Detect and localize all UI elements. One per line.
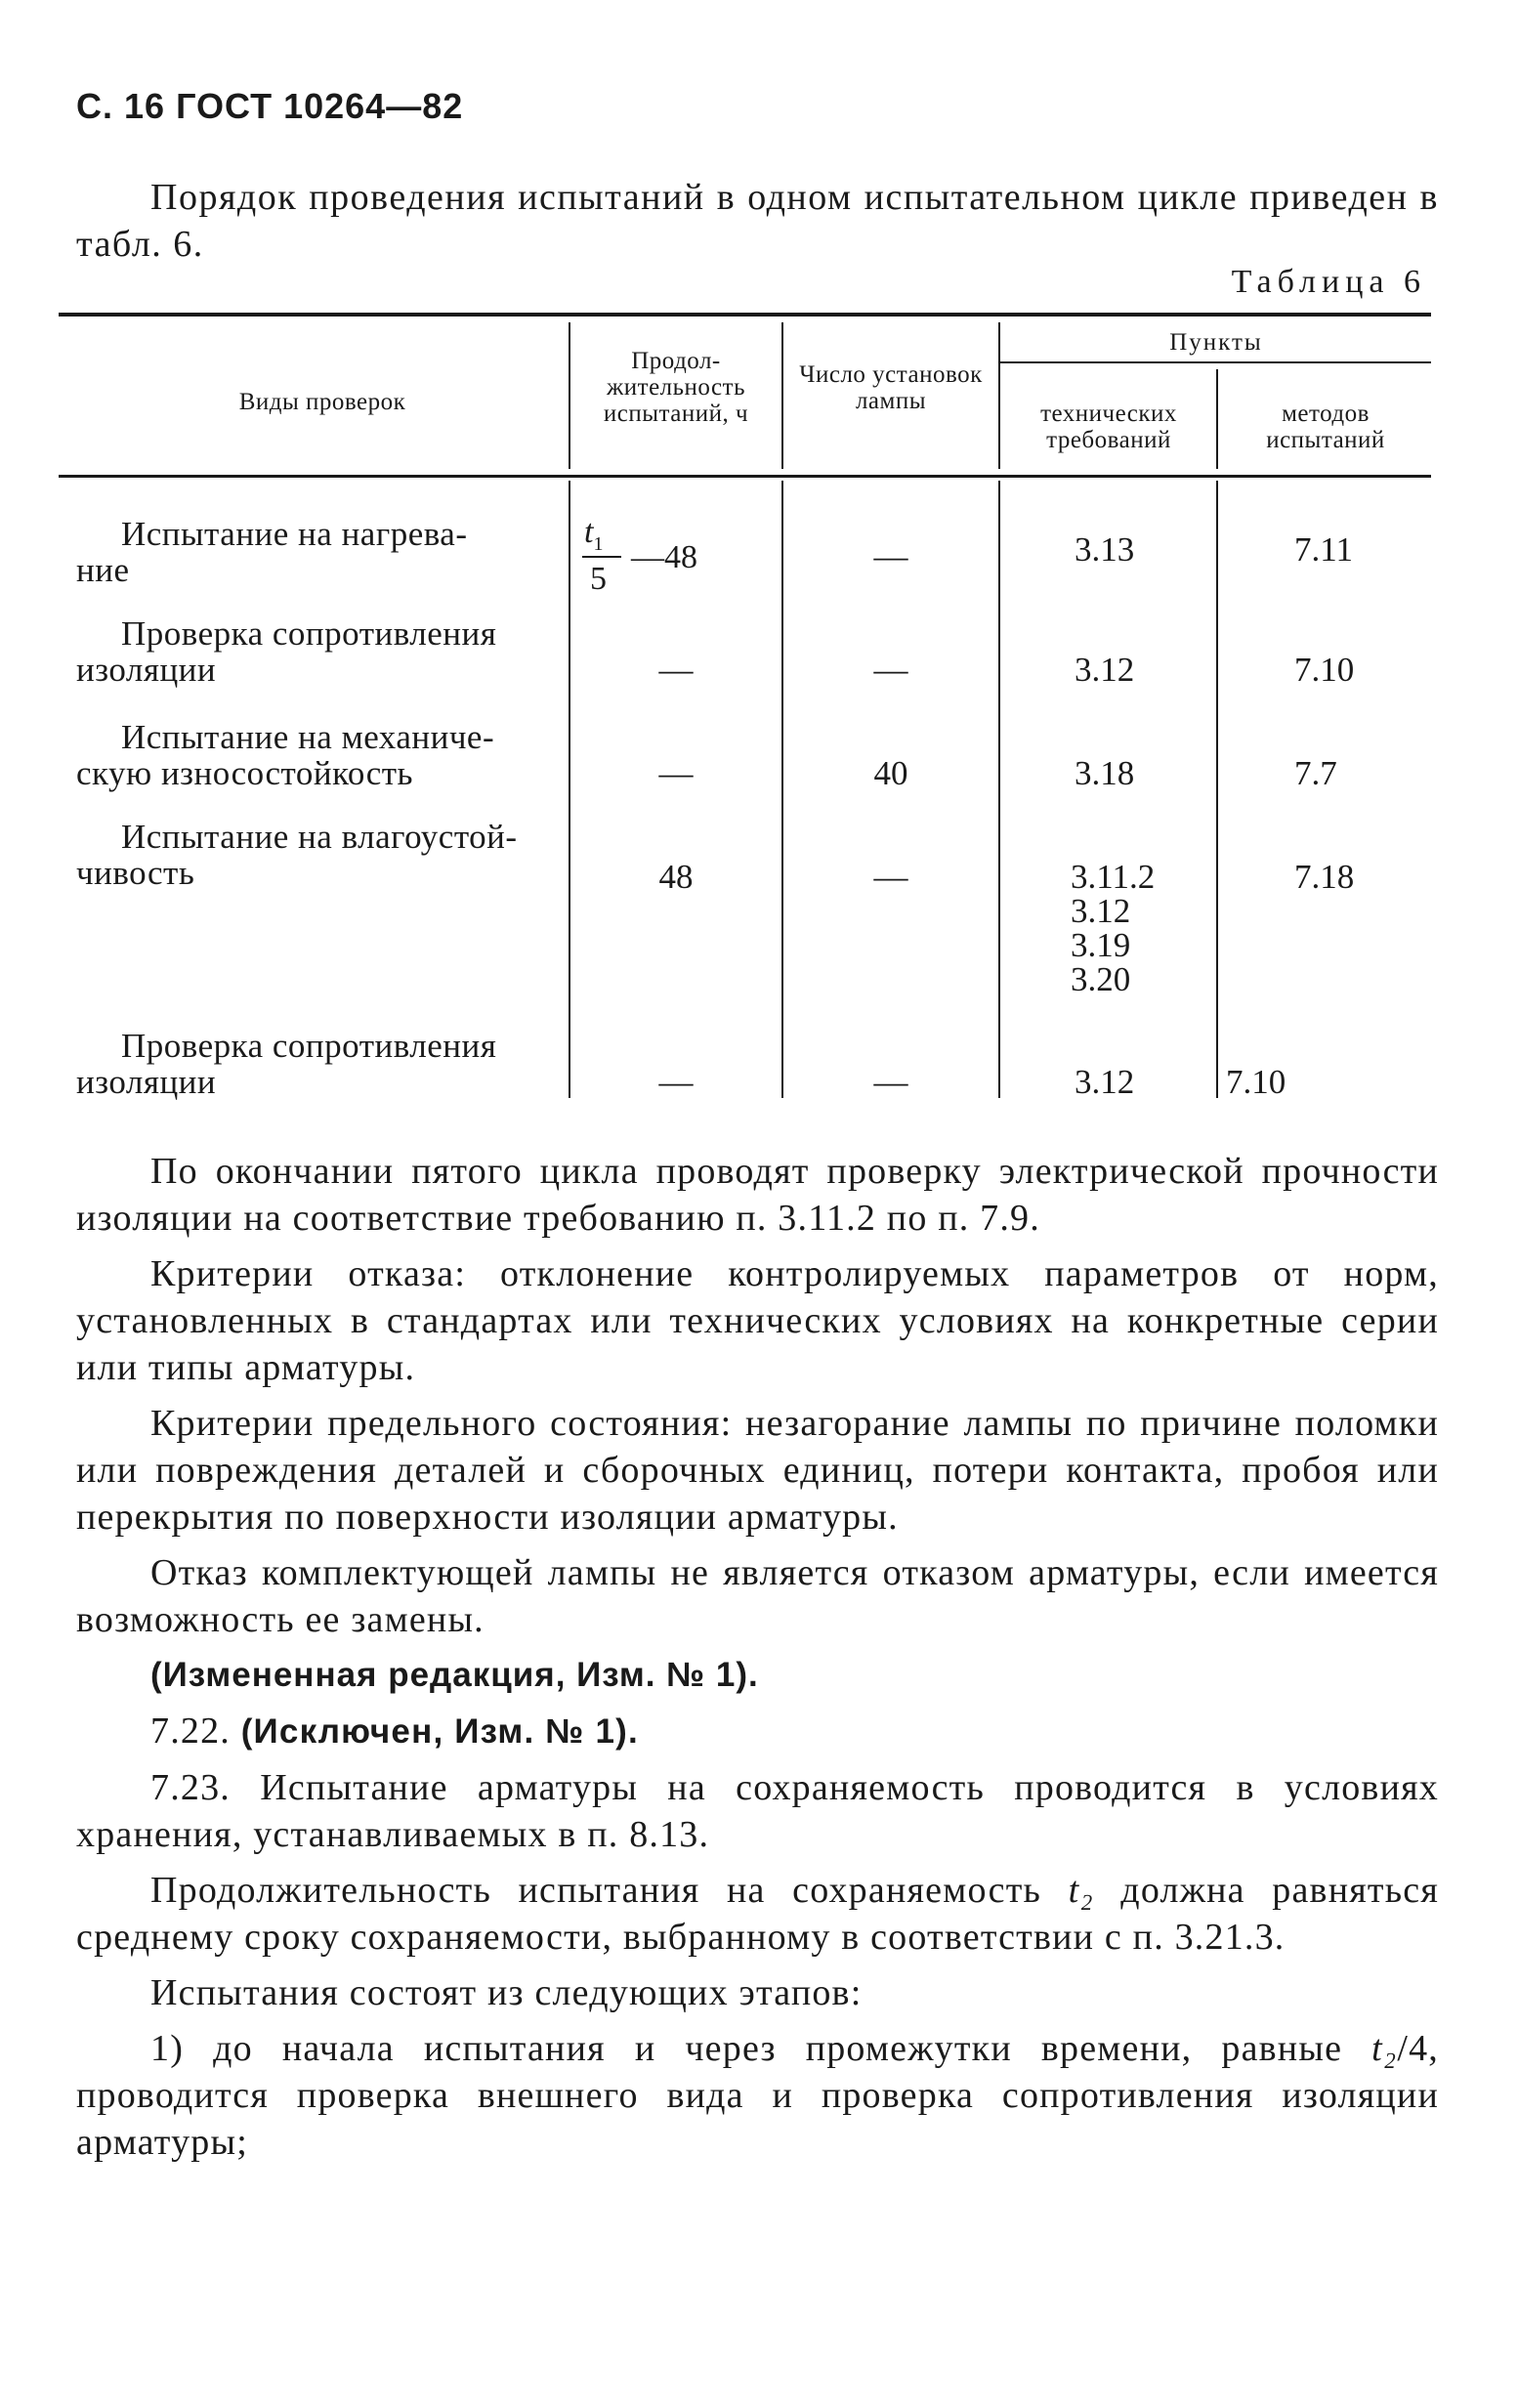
row-2-tech: 3.12 xyxy=(1075,651,1135,689)
row-4-tech-3: 3.19 xyxy=(1071,926,1131,964)
table-row-4-name xyxy=(76,819,543,891)
table-vline-3 xyxy=(998,322,1000,469)
numerator-var: t xyxy=(584,514,594,550)
duration-t2-lead: Продолжительность испытания на сохраняемость xyxy=(150,1870,1042,1911)
clause-7-22-number: 7.22. xyxy=(150,1711,231,1752)
page-number: С. 16 xyxy=(76,86,166,126)
col-header-methods: методов испытаний xyxy=(1266,401,1385,453)
row-3-methods: 7.7 xyxy=(1294,754,1337,792)
numerator-sub: 1 xyxy=(593,532,604,555)
stage-1-lead: 1) до начала испытания и через промежутки времени, равные xyxy=(150,2028,1343,2069)
intro-paragraph xyxy=(76,174,1439,268)
row-4-methods: 7.18 xyxy=(1294,858,1355,896)
fraction-bar xyxy=(582,556,621,558)
col-header-count: Число установок лампы xyxy=(799,361,983,414)
row-5-count: — xyxy=(873,1063,908,1101)
row-2-methods: 7.10 xyxy=(1294,651,1355,689)
table-caption: Таблица 6 xyxy=(1231,264,1426,300)
paragraph-amendment-note: (Измененная редакция, Изм. № 1). xyxy=(150,1656,759,1694)
table-header-bottom-rule xyxy=(59,475,1431,478)
duration-t2-rest: должна равняться среднему сроку сохраняемости, выбранному в соответствии с п. 3.21.3. xyxy=(76,1870,1439,1958)
row-4-name-line-2: чивость xyxy=(76,854,195,892)
table-vline-1 xyxy=(569,322,570,469)
table-vline-2 xyxy=(781,322,783,469)
row-4-name-line-1: Испытание на влагоустой- xyxy=(121,818,518,856)
table-row-1-name xyxy=(76,516,543,588)
row-1-count: — xyxy=(873,537,908,575)
table-row-5-name xyxy=(76,1028,543,1100)
row-5-duration: — xyxy=(658,1063,694,1101)
table-vline-4 xyxy=(1216,369,1218,469)
col-header-tech: технических требований xyxy=(1040,401,1177,453)
col-header-kind: Виды проверок xyxy=(238,389,406,415)
row-5-tech: 3.12 xyxy=(1075,1063,1135,1101)
row-1-name-line-2: ние xyxy=(76,551,130,589)
row-1-duration-fraction xyxy=(580,514,697,602)
page-header xyxy=(76,86,463,127)
table-row-2-name xyxy=(76,615,543,688)
row-4-tech-4: 3.20 xyxy=(1071,960,1131,998)
row-4-duration: 48 xyxy=(658,858,694,896)
row-4-tech-2: 3.12 xyxy=(1071,892,1131,930)
row-2-name-line-2: изоляции xyxy=(76,651,217,689)
intro-text: Порядок проведения испытаний в одном испытательном цикле приведен в табл. 6. xyxy=(76,177,1439,265)
fraction-rest: —48 xyxy=(631,539,697,575)
row-5-name-line-2: изоляции xyxy=(76,1063,217,1101)
table-body-vline-3 xyxy=(998,481,1000,1098)
row-2-name-line-1: Проверка сопротивления xyxy=(121,614,497,653)
paragraph-stage-1 xyxy=(76,2025,1439,2166)
paragraph-electric-strength: По окончании пятого цикла проводят проверку электрической прочности изоляции на соответствие требованию п. 3.11.2 по п. 7.9. xyxy=(76,1151,1439,1239)
row-3-name-line-1: Испытание на механиче- xyxy=(121,718,495,756)
standard-id: ГОСТ 10264—82 xyxy=(176,86,464,126)
row-2-count: — xyxy=(873,651,908,689)
row-1-tech: 3.13 xyxy=(1075,530,1135,569)
paragraph-duration-t2 xyxy=(76,1867,1439,1961)
duration-t2-var: t₂ xyxy=(1068,1870,1094,1911)
table-body-vline-4 xyxy=(1216,481,1218,1098)
paragraph-7-23: 7.23. Испытание арматуры на сохраняемость проводится в условиях хранения, устанавливаемых в п. 8.13. xyxy=(76,1767,1439,1855)
row-3-name-line-2: скую износостойкость xyxy=(76,754,413,792)
fraction-numerator xyxy=(584,514,603,556)
row-4-count: — xyxy=(873,858,908,896)
row-3-count: 40 xyxy=(873,754,908,792)
col-header-points-group: Пункты xyxy=(1169,329,1263,356)
row-5-name-line-1: Проверка сопротивления xyxy=(121,1027,497,1065)
fraction-denominator: 5 xyxy=(590,561,607,597)
paragraph-stages-intro: Испытания состоят из следующих этапов: xyxy=(150,1972,863,2013)
clause-7-22-text: (Исключен, Изм. № 1). xyxy=(240,1712,639,1751)
paragraph-limit-state: Критерии предельного состояния: незагорание лампы по причине поломки или повреждения деталей и сборочных единиц, потери контакта, пробоя или перекрытия по поверхности изоляции арматуры. xyxy=(76,1403,1439,1538)
col-header-duration: Продол-жительность испытаний, ч xyxy=(603,348,749,427)
stage-1-rest: /4, проводится проверка внешнего вида и проверка сопротивления изоляции арматуры; xyxy=(76,2028,1439,2163)
paragraph-lamp-failure: Отказ комплектующей лампы не является отказом арматуры, если имеется возможность ее замены. xyxy=(76,1552,1439,1640)
stage-1-var: t₂ xyxy=(1371,2028,1398,2069)
row-4-tech-1: 3.11.2 xyxy=(1071,858,1156,896)
row-1-name-line-1: Испытание на нагрева- xyxy=(121,515,468,553)
table-top-rule xyxy=(59,313,1431,317)
points-group-rule xyxy=(998,361,1431,363)
body-text xyxy=(76,1148,1439,2175)
paragraph-failure-criteria: Критерии отказа: отклонение контролируемых параметров от норм, установленных в стандартах или технических условиях на конкретные серии или типы арматуры. xyxy=(76,1253,1439,1388)
row-2-duration: — xyxy=(658,651,694,689)
row-5-methods: 7.10 xyxy=(1226,1063,1286,1101)
paragraph-7-22 xyxy=(76,1708,1439,1755)
row-3-duration: — xyxy=(658,754,694,792)
table-row-3-name xyxy=(76,719,543,791)
row-1-methods: 7.11 xyxy=(1294,530,1353,569)
row-3-tech: 3.18 xyxy=(1075,754,1135,792)
